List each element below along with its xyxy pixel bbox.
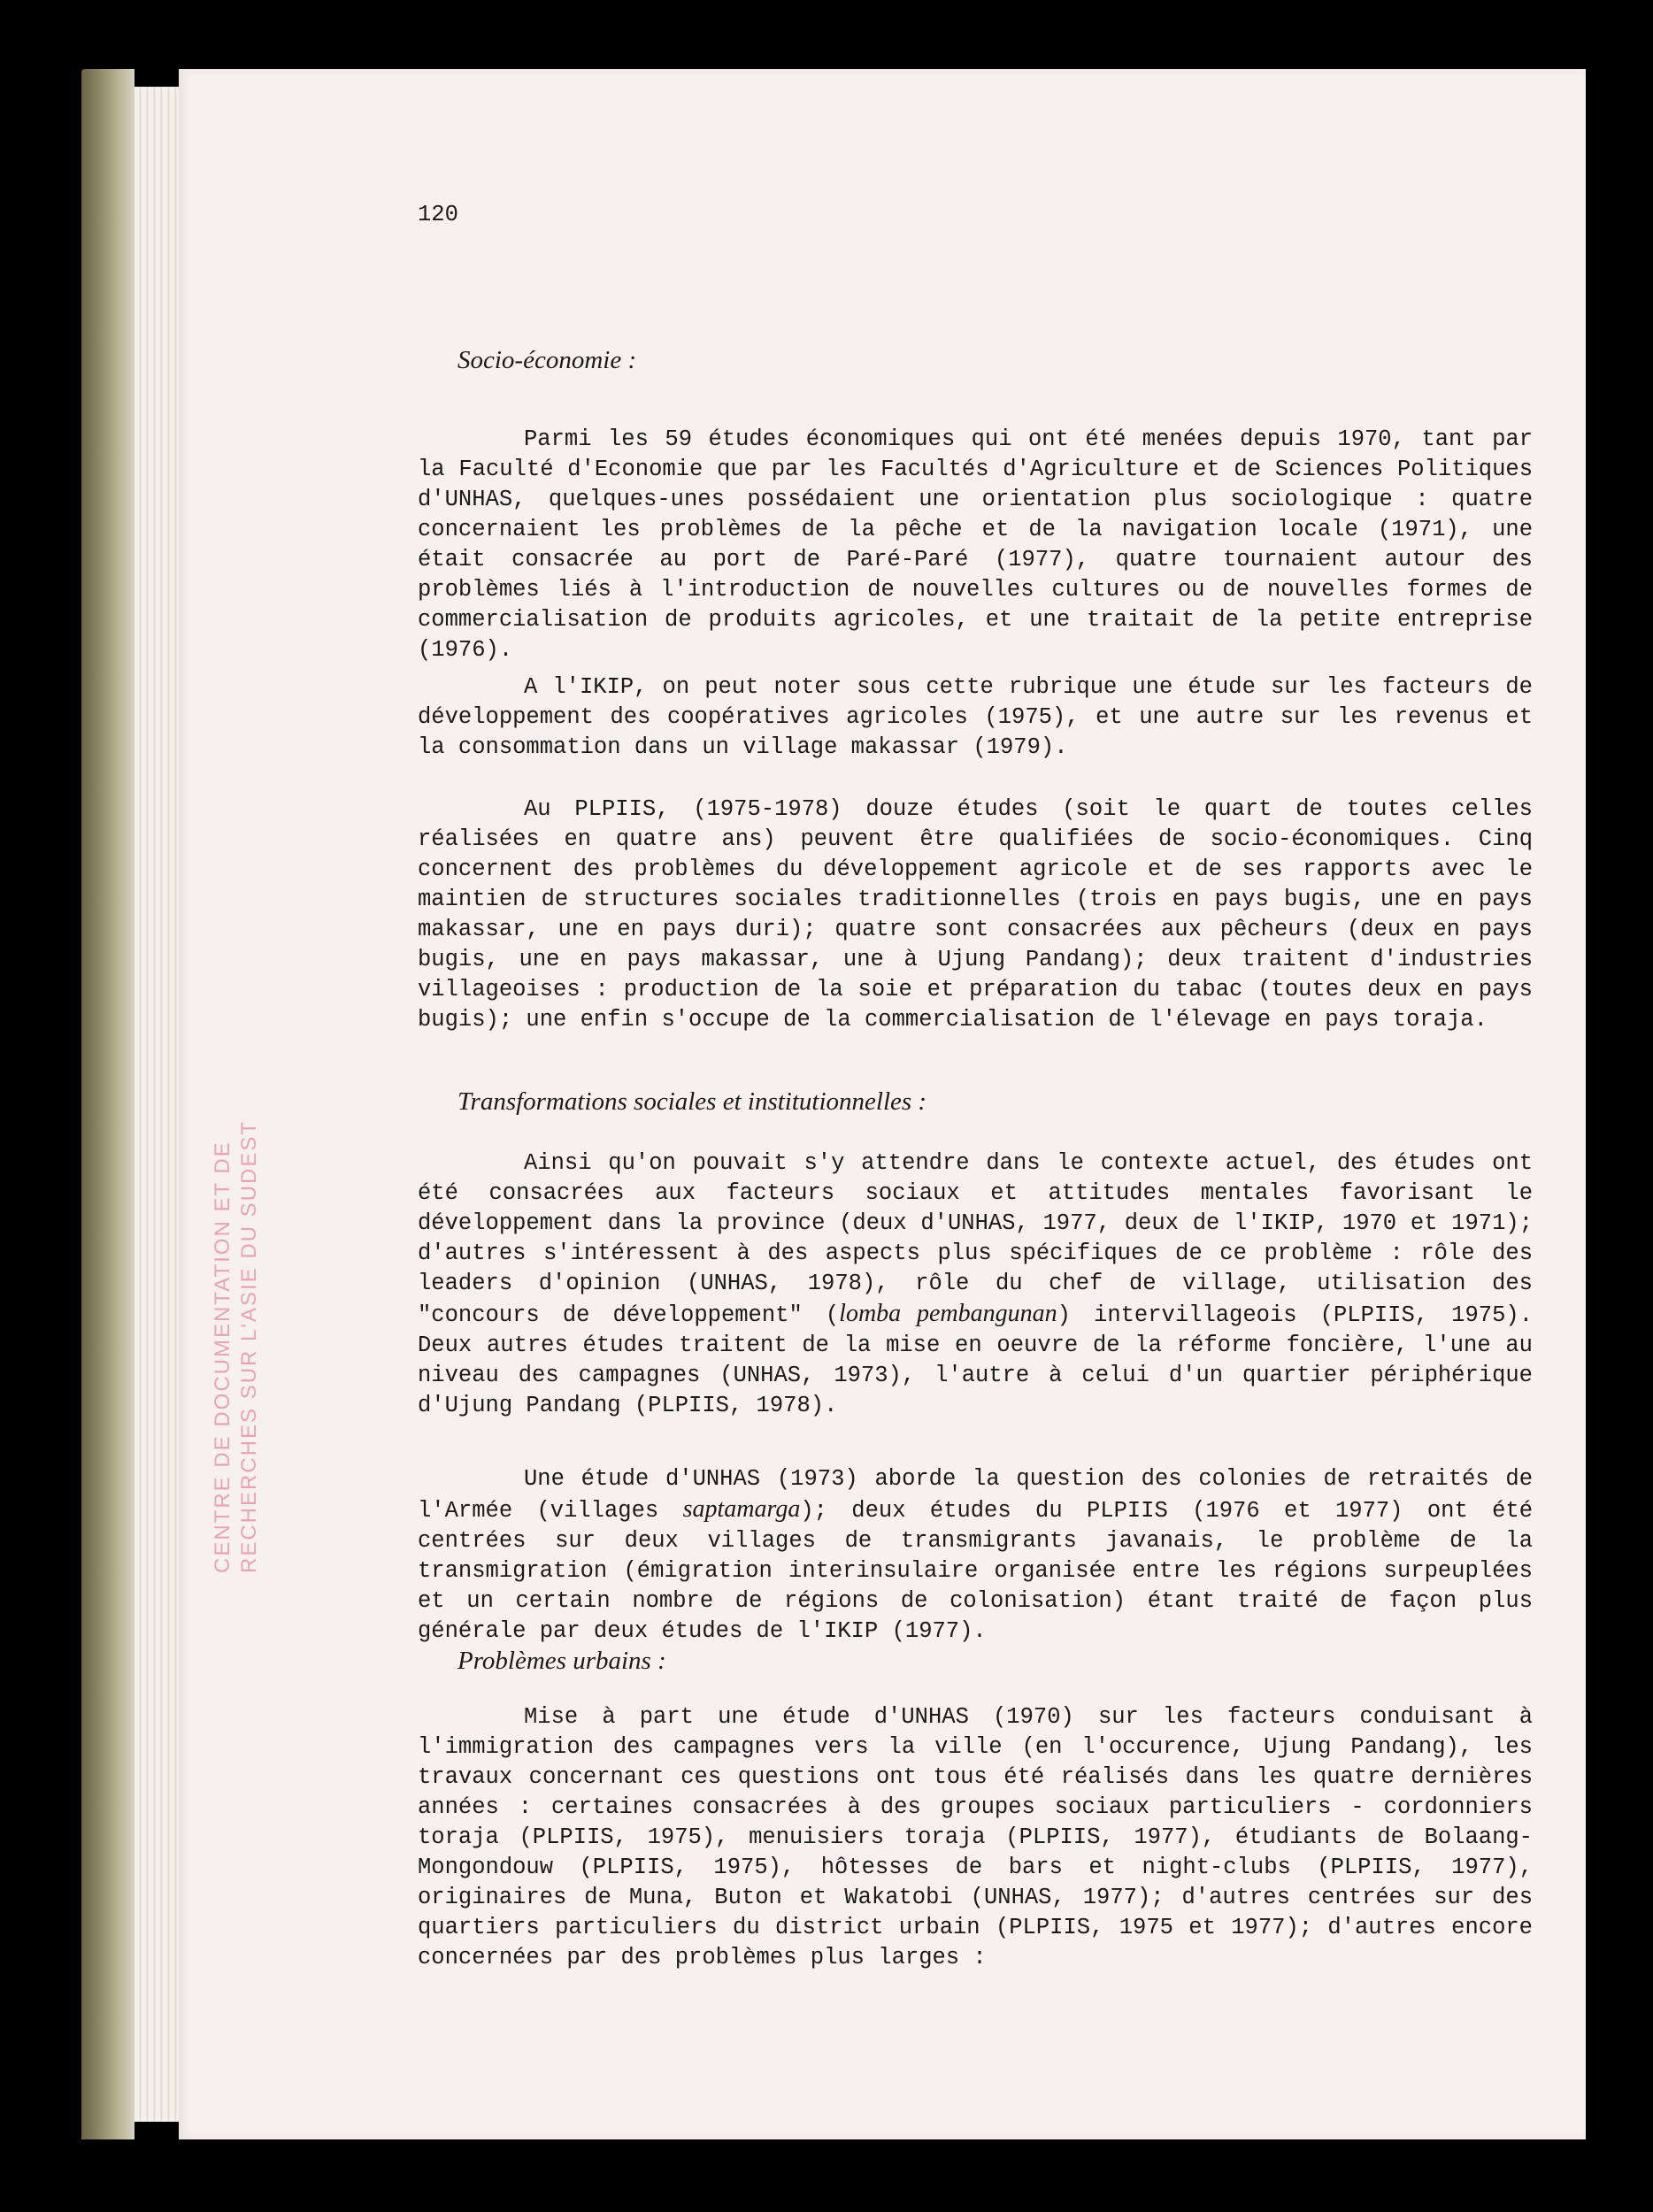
book — [81, 69, 1586, 2139]
library-stamp — [210, 1025, 263, 1573]
document-page — [179, 69, 1586, 2139]
para-transfo-2 — [418, 1464, 1533, 1647]
para-socio-1: Parmi les 59 études économiques qui ont été menées depuis 1970, tant par la Faculté d'Economie que par les Facultés d'Agriculture et de Sciences Politiques d'UNHAS, quelques-unes possédaient une orientation plus sociologique : quatre concernaient les problèmes de la pêche et de la navigation locale (1971), une était consacrée au port de Paré-Paré (1977), quatre tournaient autour des problèmes liés à l'introduction de nouvelles cultures ou de nouvelles formes de commercialisation de produits agricoles, et une traitait de la petite entreprise (1976). — [418, 426, 1533, 663]
heading-problemes-urbains: Problèmes urbains : — [457, 1647, 666, 1675]
para-socio-2: A l'IKIP, on peut noter sous cette rubrique une étude sur les facteurs de développement des coopératives agricoles (1975), et une autre sur les revenus et la consommation dans un village makassar (1979). — [418, 674, 1533, 760]
page-number: 120 — [418, 202, 458, 227]
para-transfo-1-a: Ainsi qu'on pouvait s'y attendre dans le contexte actuel, des études ont été consacrées aux facteurs sociaux et attitudes mentales favorisant le développement dans la province (deux d'UNHAS, 1977, deux de l'IKIP, 1970 et 1971); d'autres s'intéressent à des aspects plus spécifiques de ce problème : rôle des leaders d'opinion (UNHAS, 1978), rôle du chef de village, utilisation des "concours de développement" ( — [418, 1150, 1533, 1328]
para-transfo-1 — [418, 1148, 1533, 1421]
para-socio-3: Au PLPIIS, (1975-1978) douze études (soit le quart de toutes celles réalisées en quatre ans) peuvent être qualifiées de socio-économiques. Cinq concernent des problèmes du développement agricole et de ses rapports avec le maintien de structures sociales traditionnelles (trois en pays bugis, une en pays makassar, une en pays duri); quatre sont consacrées aux pêcheurs (deux en pays bugis, une en pays makassar, une à Ujung Pandang); deux traitent d'industries villageoises : production de la soie et préparation du tabac (toutes deux en pays bugis); une enfin s'occupe de la commercialisation de l'élevage en pays toraja. — [418, 796, 1533, 1033]
para-transfo-1-italic: lomba pembangunan — [839, 1300, 1057, 1327]
para-transfo-2-a: Une étude d'UNHAS (1973) aborde la question des colonies de retraités de l'Armée (villages — [418, 1466, 1533, 1524]
heading-socio-economie: Socio-économie : — [457, 346, 637, 374]
para-transfo-1-b: ) intervillageois (PLPIIS, 1975). Deux autres études traitent de la mise en oeuvre de la réforme foncière, l'une au niveau des campagnes (UNHAS, 1973), l'autre à celui d'un quartier périphérique d'Ujung Pandang (PLPIIS, 1978). — [418, 1302, 1533, 1418]
para-transfo-2-italic: saptamarga — [682, 1495, 801, 1523]
heading-transformations: Transformations sociales et institutionnelles : — [457, 1087, 927, 1116]
stamp-line-2: RECHERCHES SUR L'ASIE DU SUDEST — [237, 1120, 261, 1573]
para-transfo-2-b: ); deux études du PLPIIS (1976 et 1977) ont été centrées sur deux villages de transmigrants javanais, le problème de la transmigration (émigration interinsulaire organisée entre les régions surpeuplées et un certain nombre de régions de colonisation) étant traité de façon plus générale par deux études de l'IKIP (1977). — [418, 1498, 1534, 1644]
stamp-line-1: CENTRE DE DOCUMENTATION ET DE — [211, 1141, 234, 1573]
book-spine-edge — [81, 69, 135, 2139]
para-urbain-1: Mise à part une étude d'UNHAS (1970) sur les facteurs conduisant à l'immigration des campagnes vers la ville (en l'occurence, Ujung Pandang), les travaux concernant ces questions ont tous été réalisés dans les quatre dernières années : certaines consacrées à des groupes sociaux particuliers - cordonniers toraja (PLPIIS, 1975), menuisiers toraja (PLPIIS, 1977), étudiants de Bolaang-Mongondouw (PLPIIS, 1975), hôtesses de bars et night-clubs (PLPIIS, 1977), originaires de Muna, Buton et Wakatobi (UNHAS, 1977); d'autres centrées sur des quartiers particuliers du district urbain (PLPIIS, 1975 et 1977); d'autres encore concernées par des problèmes plus larges : — [418, 1704, 1533, 1970]
